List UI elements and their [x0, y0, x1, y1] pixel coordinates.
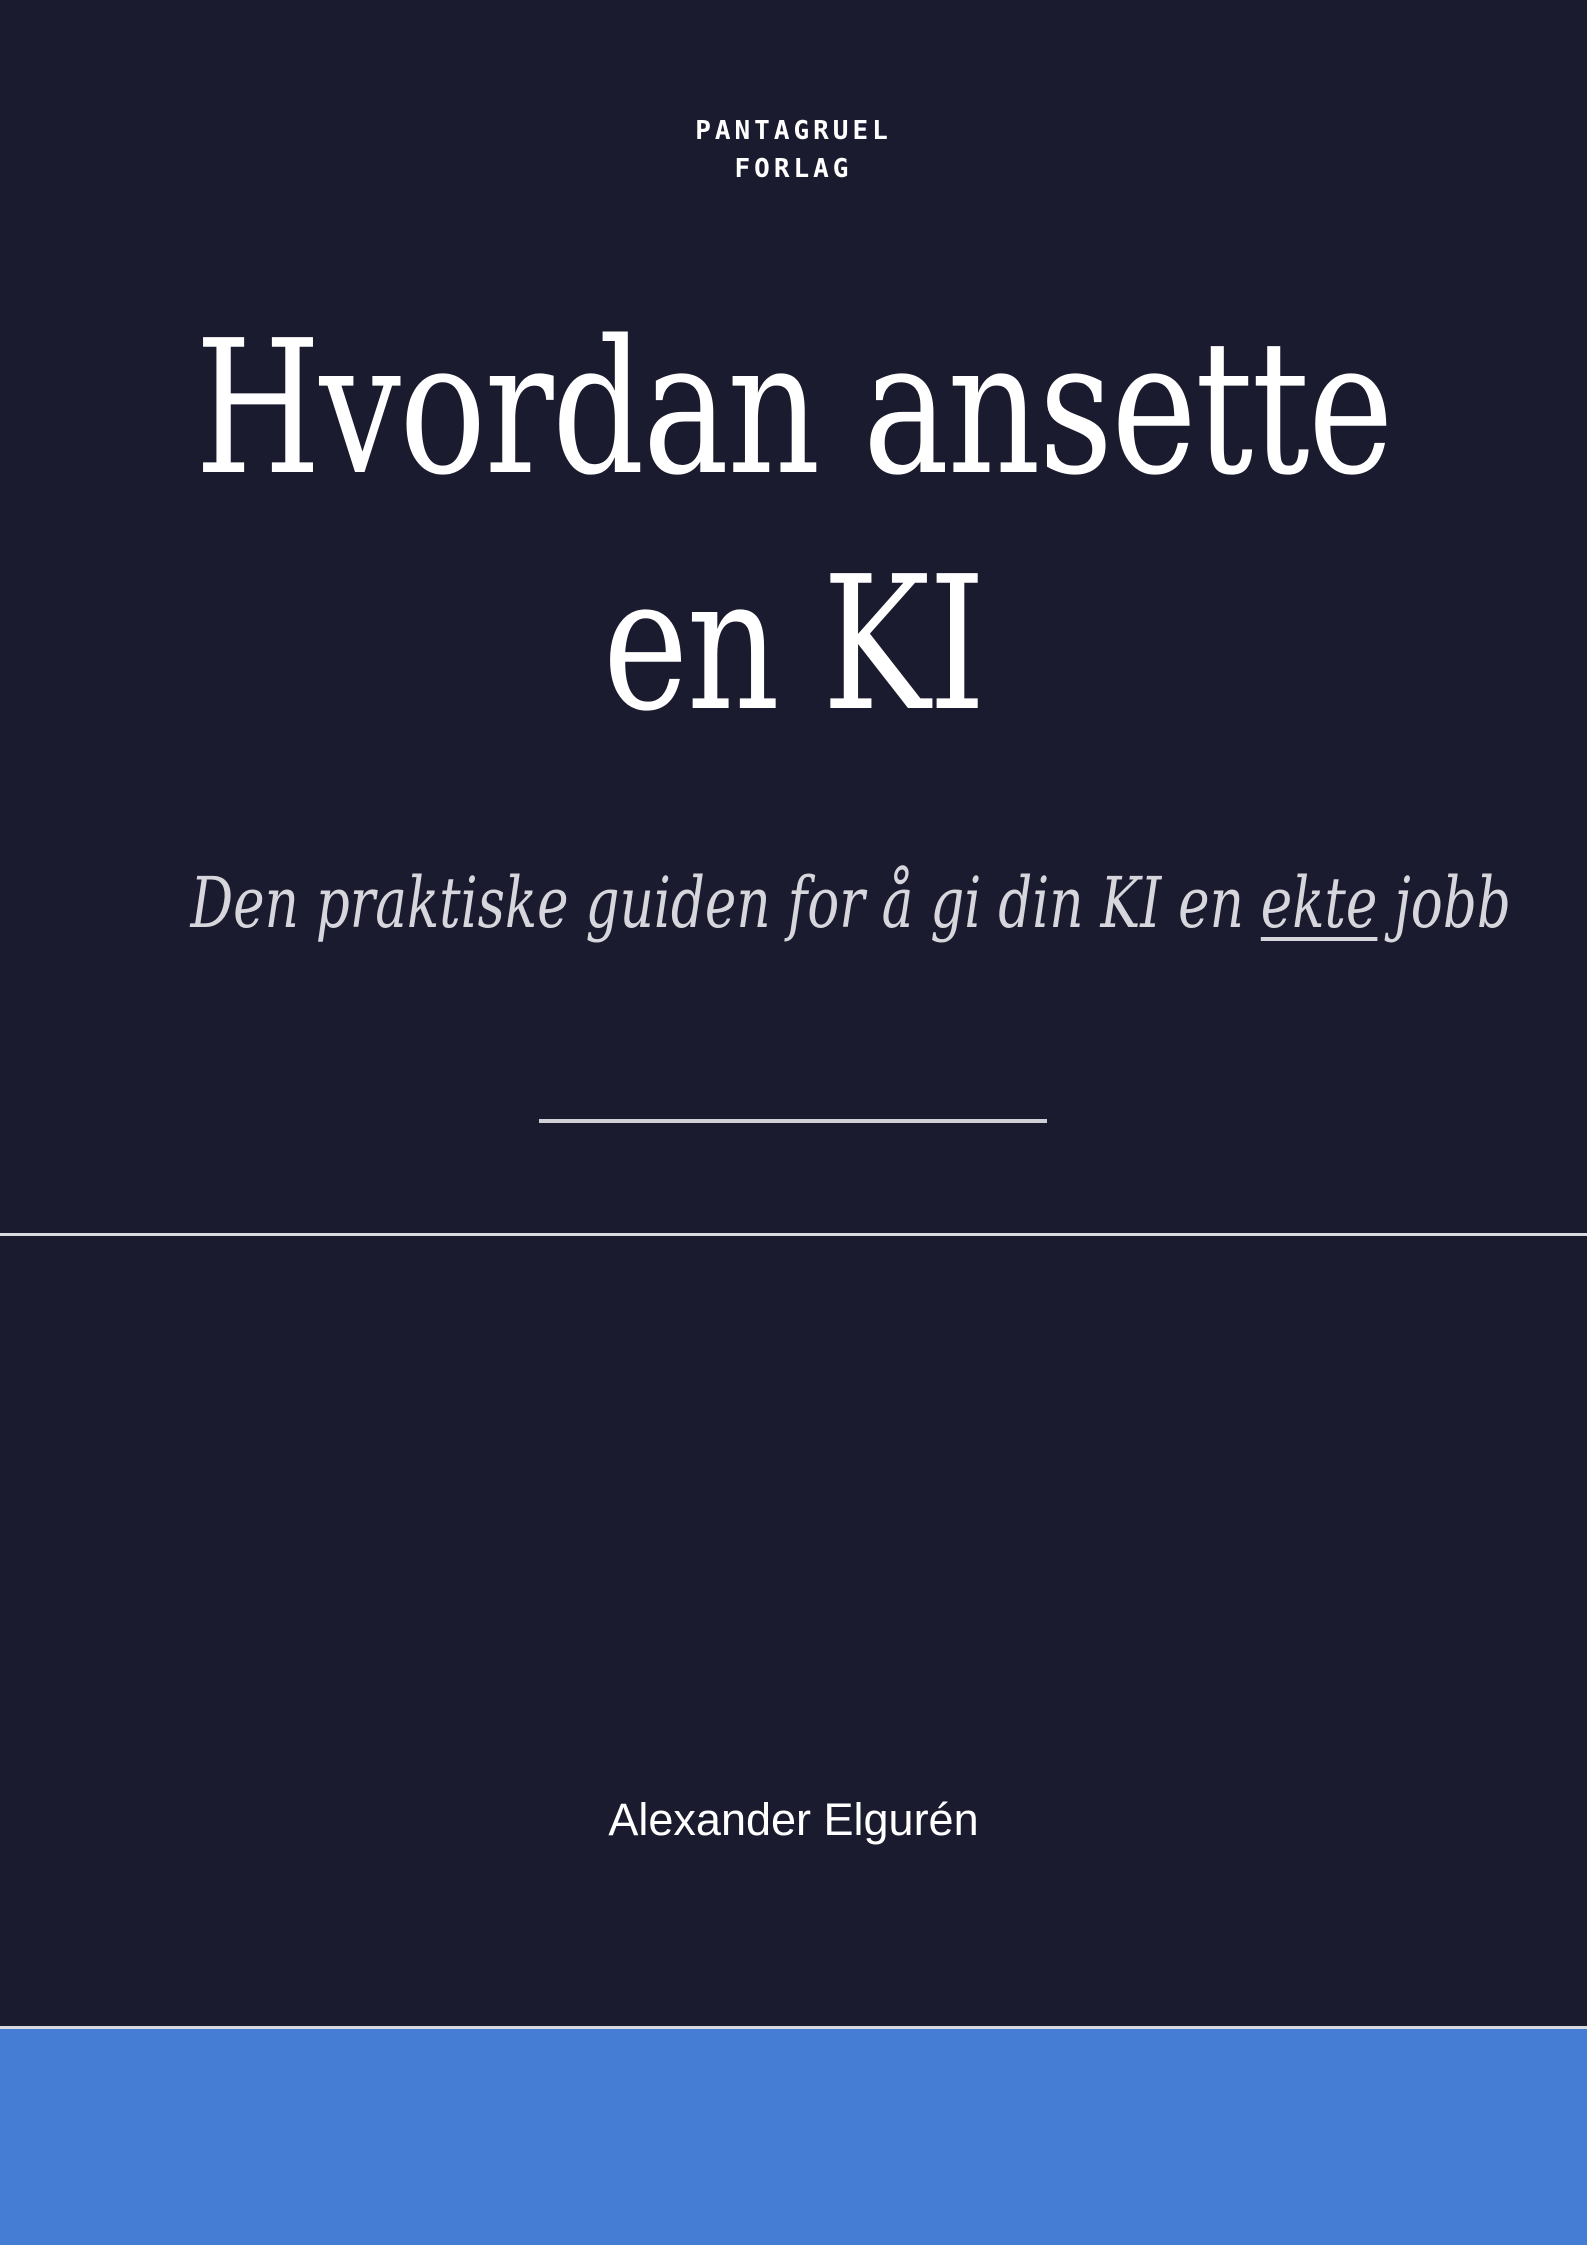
- short-divider: [539, 1119, 1047, 1123]
- subtitle-emphasis: ekte: [1260, 862, 1378, 944]
- subtitle-after: jobb: [1377, 862, 1511, 944]
- book-title: [175, 290, 1413, 762]
- title-line-2: en KI: [602, 536, 985, 752]
- full-width-divider-top: [0, 1233, 1587, 1236]
- title-line-1: Hvordan ansette: [195, 300, 1392, 516]
- book-subtitle: [190, 858, 1511, 948]
- publisher-line-2: FORLAG: [734, 154, 853, 184]
- publisher-name: [0, 112, 1587, 188]
- subtitle-before: Den praktiske guiden for å gi din KI en: [190, 862, 1261, 944]
- accent-band: [0, 2029, 1587, 2245]
- author-name: Alexander Elgurén: [608, 1794, 979, 1845]
- publisher-line-1: PANTAGRUEL: [695, 116, 892, 146]
